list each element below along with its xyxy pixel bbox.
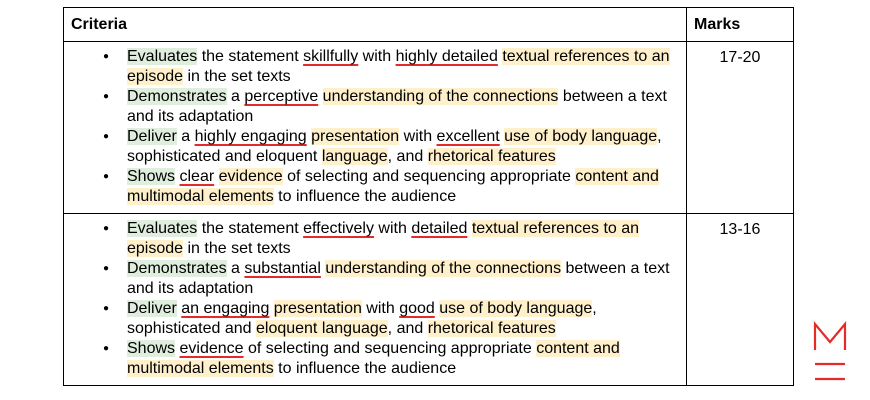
- criteria-list: [68, 47, 676, 207]
- brand-m-logo-icon: [810, 320, 850, 390]
- plain-text: a: [226, 260, 245, 277]
- marks-cell: 17-20: [687, 42, 794, 214]
- plain-text: , sophisticated and eloquent: [127, 128, 662, 165]
- yellow-highlight: use of body language: [439, 300, 593, 317]
- red-underline: perceptive: [244, 88, 319, 105]
- red-underline: effectively: [303, 220, 374, 237]
- yellow-highlight: rhetorical features: [427, 320, 556, 337]
- plain-text: , sophisticated and: [127, 300, 597, 337]
- marks-cell: 13-16: [687, 214, 794, 386]
- yellow-highlight: presentation: [273, 300, 362, 317]
- green-highlight: Deliver: [127, 128, 177, 145]
- plain-text: [318, 88, 322, 105]
- yellow-highlight: understanding of the connections: [325, 260, 562, 277]
- criteria-bullet: [68, 47, 676, 87]
- red-underline: good: [399, 300, 435, 317]
- plain-text: with: [361, 300, 400, 317]
- plain-text: between a text and its adaptation: [127, 260, 670, 297]
- green-highlight: Deliver: [127, 300, 177, 317]
- criteria-bullet: [68, 339, 676, 379]
- plain-text: the statement: [197, 48, 304, 65]
- green-highlight: Evaluates: [127, 220, 198, 237]
- plain-text: with: [358, 48, 396, 65]
- marks-header: Marks: [687, 8, 794, 42]
- green-highlight: Shows: [127, 168, 176, 185]
- red-underline: substantial: [244, 260, 321, 277]
- plain-text: to influence the audience: [273, 360, 457, 377]
- plain-text: the statement: [197, 220, 304, 237]
- plain-text: , and: [387, 320, 428, 337]
- criteria-list: [68, 219, 676, 379]
- plain-text: in the set texts: [183, 240, 291, 257]
- yellow-highlight: understanding of the connections: [322, 88, 559, 105]
- criteria-cell: [64, 214, 687, 386]
- criteria-bullet: [68, 127, 676, 167]
- yellow-highlight: eloquent language: [255, 320, 388, 337]
- red-underline: highly detailed: [395, 48, 498, 65]
- yellow-highlight: use of body language: [504, 128, 658, 145]
- red-underline: an engaging: [181, 300, 270, 317]
- red-underline: clear: [179, 168, 215, 185]
- criteria-bullet: [68, 167, 676, 207]
- red-underline: detailed: [411, 220, 468, 237]
- red-underline: evidence: [179, 340, 244, 357]
- red-underline: skillfully: [303, 48, 359, 65]
- green-highlight: Demonstrates: [127, 88, 227, 105]
- red-underline: excellent: [436, 128, 500, 145]
- plain-text: of selecting and sequencing appropriate: [282, 168, 576, 185]
- yellow-highlight: textual references to an episode: [127, 48, 670, 85]
- plain-text: between a text and its adaptation: [127, 88, 667, 125]
- plain-text: , and: [387, 148, 428, 165]
- yellow-highlight: language: [321, 148, 388, 165]
- header-row: [64, 8, 794, 42]
- green-highlight: Shows: [127, 340, 176, 357]
- yellow-highlight: content and multimodal elements: [127, 340, 620, 377]
- plain-text: a: [176, 128, 195, 145]
- green-highlight: Evaluates: [127, 48, 198, 65]
- red-underline: highly engaging: [194, 128, 307, 145]
- plain-text: of selecting and sequencing appropriate: [243, 340, 537, 357]
- criteria-bullet: [68, 299, 676, 339]
- criteria-bullet: [68, 87, 676, 127]
- table-row: [64, 214, 794, 386]
- yellow-highlight: textual references to an episode: [127, 220, 640, 257]
- plain-text: with: [373, 220, 412, 237]
- plain-text: with: [399, 128, 437, 145]
- green-highlight: Demonstrates: [127, 260, 227, 277]
- yellow-highlight: presentation: [311, 128, 400, 145]
- criteria-bullet: [68, 259, 676, 299]
- criteria-bullet: [68, 219, 676, 259]
- criteria-header: Criteria: [64, 8, 687, 42]
- plain-text: a: [226, 88, 245, 105]
- yellow-highlight: rhetorical features: [427, 148, 556, 165]
- rubric-table: [63, 7, 794, 386]
- yellow-highlight: content and multimodal elements: [127, 168, 659, 205]
- table-row: [64, 42, 794, 214]
- plain-text: to influence the audience: [273, 188, 457, 205]
- criteria-cell: [64, 42, 687, 214]
- logo-m-stroke: [815, 324, 845, 350]
- yellow-highlight: evidence: [218, 168, 283, 185]
- plain-text: in the set texts: [183, 68, 291, 85]
- plain-text: [214, 168, 218, 185]
